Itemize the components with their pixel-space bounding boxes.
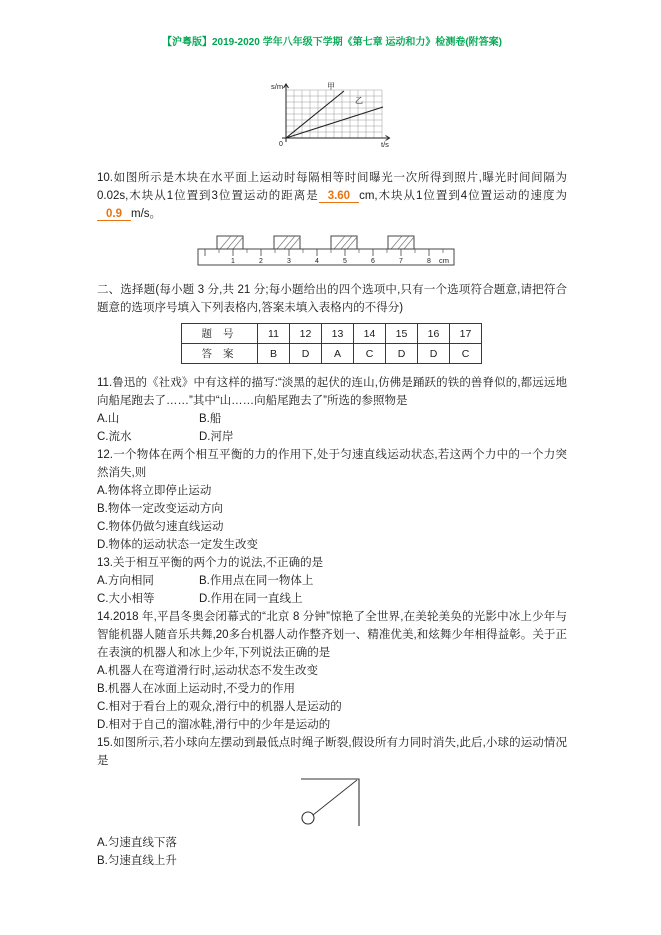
figure-pendulum bbox=[287, 774, 567, 832]
ruler-number-3: 3 bbox=[287, 258, 291, 265]
ruler-number-6: 6 bbox=[371, 258, 375, 265]
x-axis bbox=[282, 136, 390, 141]
question-10 bbox=[97, 169, 567, 223]
question-12-stem: 12.一个物体在两个相互平衡的力的作用下,处于匀速直线运动状态,若这两个力中的一个力突然消失,则 bbox=[97, 449, 567, 479]
q14-option-b: B.机器人在冰面上运动时,不受力的作用 bbox=[97, 683, 296, 695]
qnum-cell-11: 11 bbox=[258, 324, 290, 344]
y-axis bbox=[284, 84, 289, 142]
ruler-unit-label: cm bbox=[439, 256, 449, 265]
question-10-text-b: cm,木块从1位置到4位置运动的速度为 bbox=[359, 190, 567, 202]
question-14-options bbox=[97, 662, 567, 734]
graph-y-label: s/m bbox=[271, 82, 284, 91]
answer-cell-13: A bbox=[322, 344, 354, 364]
q13-option-c: C.大小相等 bbox=[97, 593, 155, 605]
ruler-svg bbox=[197, 232, 459, 268]
section-2-title: 二、选择题(每小题 3 分,共 21 分;每小题给出的四个选项中,只有一个选项符合题意,请把符合题意的选项序号填入下列表格内,答案未填入表格内的不得分) bbox=[97, 284, 567, 314]
answer-table bbox=[181, 323, 482, 364]
graph-line-yi-label: 乙 bbox=[355, 96, 363, 105]
distance-time-graph-svg bbox=[270, 80, 394, 148]
question-15-options bbox=[97, 834, 567, 870]
question-10-text-a: 10.如图所示是木块在水平面上运动时每隔相等时间曝光一次所得到照片,曝光时间间隔为0.02s,木块从1位置到3位置运动的距离是 bbox=[97, 172, 567, 202]
answer-cell-14: C bbox=[354, 344, 386, 364]
question-10-text-c: m/s。 bbox=[131, 208, 162, 220]
question-11-options bbox=[97, 410, 567, 446]
graph-x-label: t/s bbox=[381, 140, 389, 148]
q11-option-c: C.流水 bbox=[97, 431, 132, 443]
wood-block-2 bbox=[274, 236, 300, 249]
ruler-number-5: 5 bbox=[343, 258, 347, 265]
ruler-number-8: 8 bbox=[427, 258, 431, 265]
answer-cell-12: D bbox=[290, 344, 322, 364]
qnum-cell-16: 16 bbox=[418, 324, 450, 344]
question-10-blank-1: 3.60 bbox=[319, 190, 359, 203]
question-10-blank-2: 0.9 bbox=[97, 208, 131, 221]
wood-block-3 bbox=[331, 236, 357, 249]
qnum-cell-13: 13 bbox=[322, 324, 354, 344]
q14-option-c: C.相对于看台上的观众,滑行中的机器人是运动的 bbox=[97, 701, 342, 713]
qnum-cell-14: 14 bbox=[354, 324, 386, 344]
answer-cell-17: C bbox=[450, 344, 482, 364]
answer-cell-11: B bbox=[258, 344, 290, 364]
q13-option-b: B.作用点在同一物体上 bbox=[199, 575, 314, 587]
question-11-stem: 11.鲁迅的《社戏》中有这样的描写:“淡黑的起伏的连山,仿佛是踊跃的铁的兽脊似的,都远远地向船尾跑去了……”其中“山……向船尾跑去了”所选的参照物是 bbox=[97, 377, 567, 407]
ruler-number-4: 4 bbox=[315, 258, 319, 265]
pendulum-svg bbox=[287, 774, 369, 832]
question-13-stem: 13.关于相互平衡的两个力的说法,不正确的是 bbox=[97, 557, 324, 569]
question-14-stem: 14.2018 年,平昌冬奥会闭幕式的“北京 8 分钟”惊艳了全世界,在美轮美奂的光影中冰上少年与智能机器人随音乐共舞,20多台机器人动作整齐划一、精准优美,和炫舞少年相得益彰。关于正在表演的机器人和冰上少年,下列说法正确的是 bbox=[97, 611, 567, 659]
q14-option-d: D.相对于自己的溜冰鞋,滑行中的少年是运动的 bbox=[97, 719, 331, 731]
graph-origin-label: 0 bbox=[279, 141, 283, 148]
q11-option-b: B.船 bbox=[199, 413, 222, 425]
ruler-number-7: 7 bbox=[399, 258, 403, 265]
figure-distance-time-graph bbox=[270, 80, 394, 153]
q11-option-d: D.河岸 bbox=[199, 431, 234, 443]
q14-option-a: A.机器人在弯道滑行时,运动状态不发生改变 bbox=[97, 665, 319, 677]
qnum-cell-17: 17 bbox=[450, 324, 482, 344]
answer-cell-16: D bbox=[418, 344, 450, 364]
question-12-options bbox=[97, 482, 567, 554]
pendulum-ball bbox=[302, 812, 314, 824]
q11-option-a: A.山 bbox=[97, 413, 120, 425]
q13-option-d: D.作用在同一直线上 bbox=[199, 593, 303, 605]
qnum-cell-15: 15 bbox=[386, 324, 418, 344]
wood-block-4 bbox=[388, 236, 414, 249]
answer-table-answer-row bbox=[182, 344, 482, 364]
q12-option-c: C.物体仍做匀速直线运动 bbox=[97, 521, 224, 533]
graph-line-jia-label: 甲 bbox=[327, 82, 335, 91]
ruler-number-1: 1 bbox=[231, 258, 235, 265]
line-yi bbox=[286, 107, 383, 138]
figure-ruler-photo bbox=[197, 232, 567, 268]
ruler-body bbox=[198, 249, 454, 265]
q15-option-b: B.匀速直线上升 bbox=[97, 855, 177, 867]
answer-row-label: 答 案 bbox=[182, 344, 258, 364]
pendulum-string bbox=[313, 780, 357, 815]
q13-option-a: A.方向相同 bbox=[97, 575, 154, 587]
answer-table-header-row bbox=[182, 324, 482, 344]
page-title: 【沪粤版】2019-2020 学年八年级下学期《第七章 运动和力》检测卷(附答案) bbox=[161, 37, 503, 48]
wood-block-1 bbox=[217, 236, 243, 249]
qnum-row-label: 题 号 bbox=[182, 324, 258, 344]
question-13-options bbox=[97, 572, 567, 608]
q15-option-a: A.匀速直线下落 bbox=[97, 837, 177, 849]
line-jia bbox=[286, 91, 344, 138]
ruler-number-2: 2 bbox=[259, 258, 263, 265]
q12-option-d: D.物体的运动状态一定发生改变 bbox=[97, 539, 258, 551]
q12-option-a: A.物体将立即停止运动 bbox=[97, 485, 212, 497]
q12-option-b: B.物体一定改变运动方向 bbox=[97, 503, 223, 515]
question-15-stem: 15.如图所示,若小球向左摆动到最低点时绳子断裂,假设所有力同时消失,此后,小球的运动情况是 bbox=[97, 737, 567, 767]
qnum-cell-12: 12 bbox=[290, 324, 322, 344]
answer-cell-15: D bbox=[386, 344, 418, 364]
